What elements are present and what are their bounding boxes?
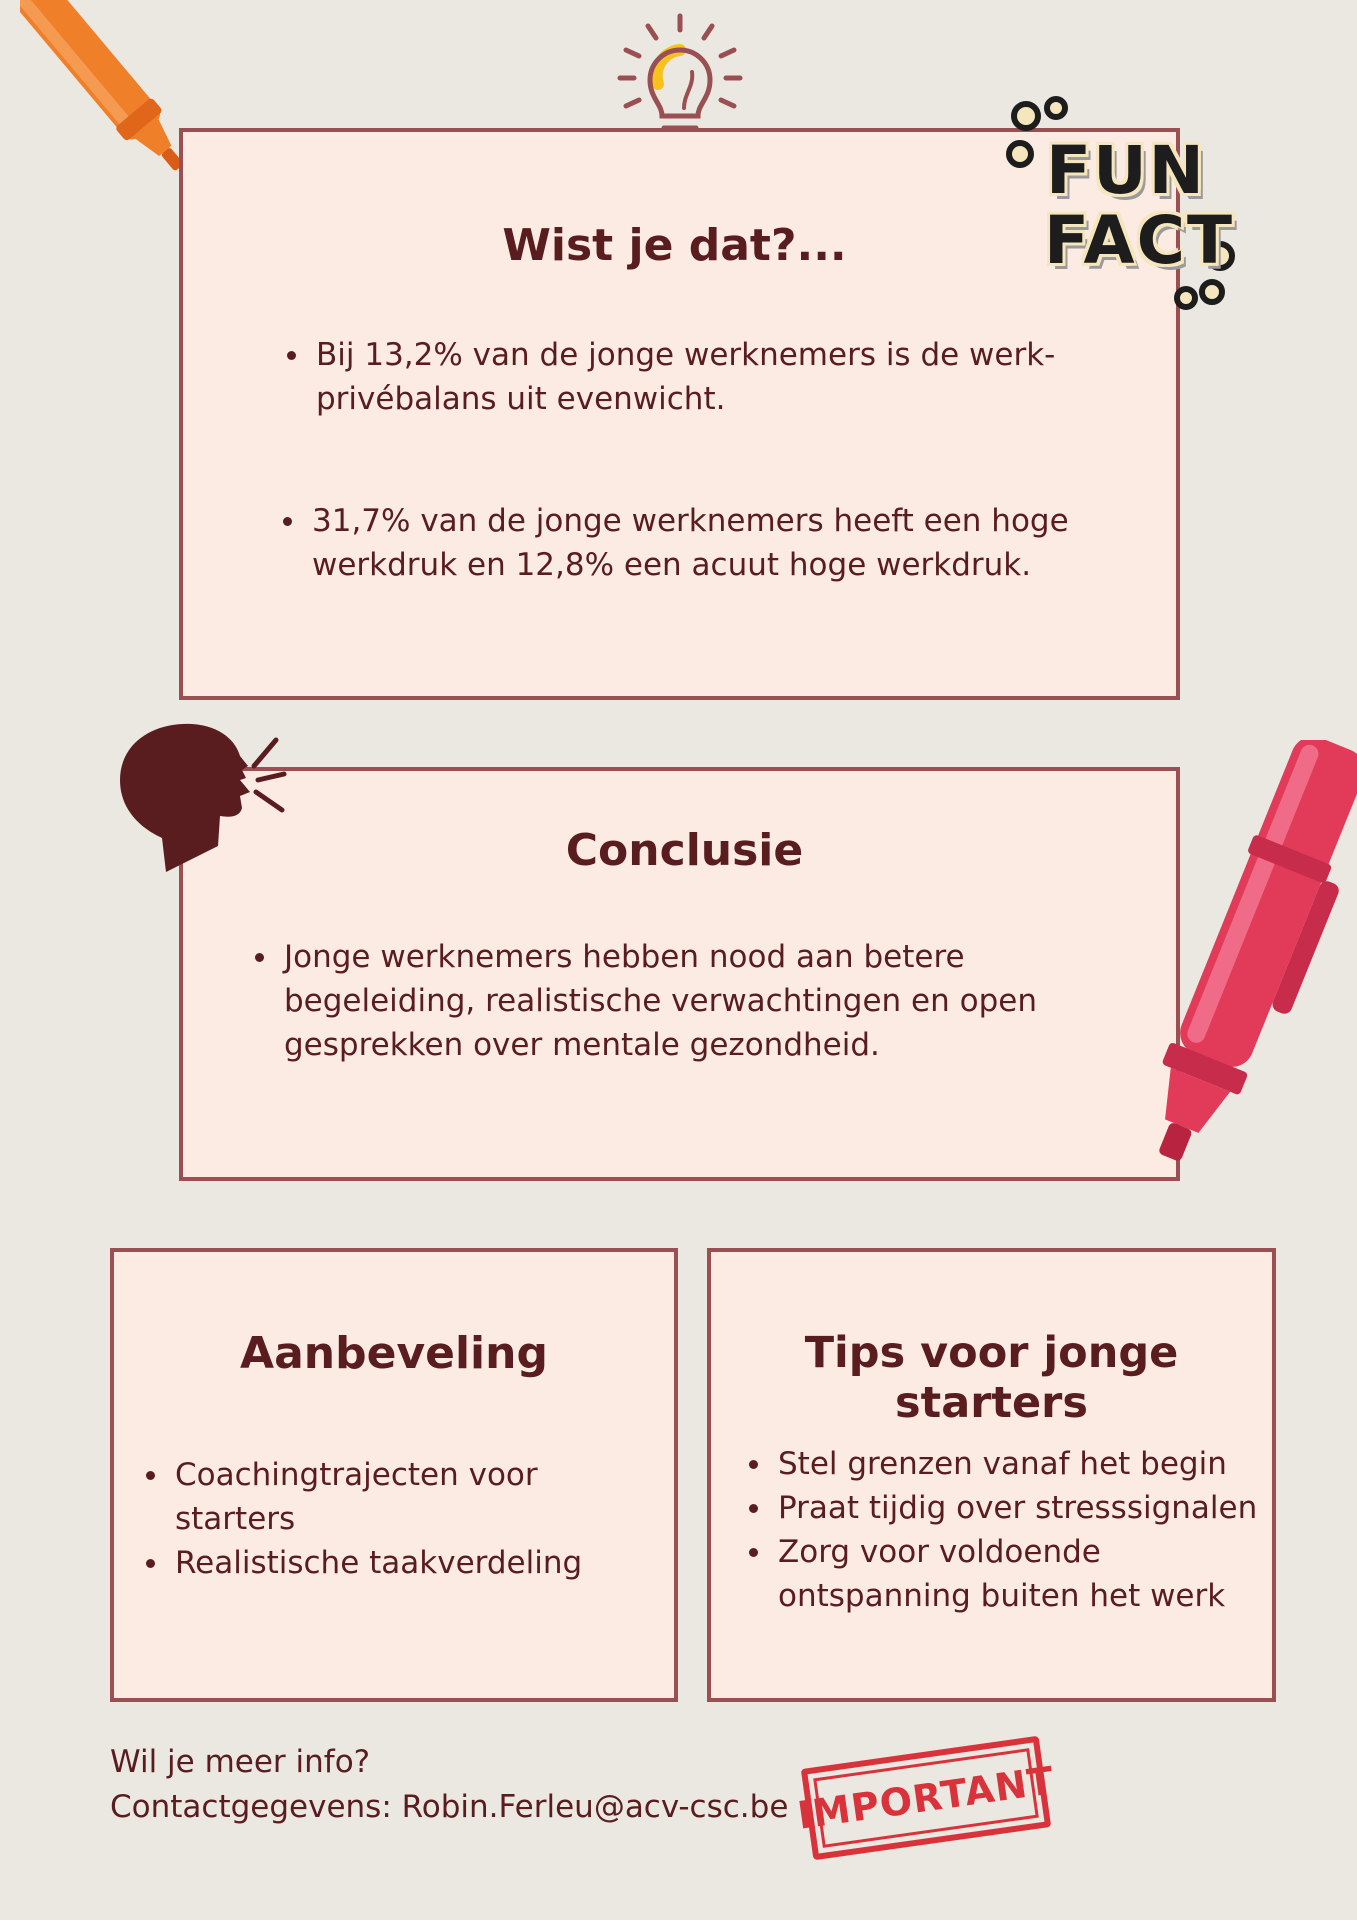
conclusion-title: Conclusie [565,825,804,876]
fun-fact-sticker-line1: FUN [1046,132,1206,209]
conclusion-list [253,935,1153,1067]
conclusion-card [179,767,1180,1181]
fun-fact-sticker [990,86,1250,326]
footer-contact [110,1740,788,1830]
recommendation-item: Coachingtrajecten voor starters [144,1453,664,1541]
conclusion-item: Jonge werknemers hebben nood aan betere begeleiding, realistische verwachtingen en open gesprekken over mentale gezondheid. [253,935,1153,1067]
fun-fact-list-1 [285,333,1105,421]
footer-line-2: Contactgegevens: Robin.Ferleu@acv-csc.be [110,1789,789,1825]
tips-item: Zorg voor voldoende ontspanning buiten het werk [747,1530,1267,1618]
fun-fact-sticker-line2: FACT [1044,202,1235,279]
recommendation-card [110,1248,678,1702]
tips-item: Stel grenzen vanaf het begin [747,1442,1267,1486]
red-marker-icon [1070,740,1357,1280]
tips-title: Tips voor jonge starters [804,1328,1179,1428]
recommendation-title: Aanbeveling [240,1328,548,1379]
important-stamp [794,1736,1058,1861]
tips-list [747,1442,1267,1618]
recommendation-list [144,1453,664,1585]
important-stamp-text: IMPORTANT [794,1758,1058,1838]
fun-fact-item: Bij 13,2% van de jonge werknemers is de werk-privébalans uit evenwicht. [285,333,1105,421]
tips-item: Praat tijdig over stresssignalen [747,1486,1267,1530]
footer-line-1: Wil je meer info? [110,1744,371,1780]
fun-fact-item: 31,7% van de jonge werknemers heeft een hoge werkdruk en 12,8% een acuut hoge werkdruk. [281,499,1101,587]
recommendation-item: Realistische taakverdeling [144,1541,664,1585]
fun-fact-title: Wist je dat?... [502,220,847,271]
speaking-head-icon [112,720,292,880]
fun-fact-list-2 [281,499,1101,587]
tips-card [707,1248,1276,1702]
